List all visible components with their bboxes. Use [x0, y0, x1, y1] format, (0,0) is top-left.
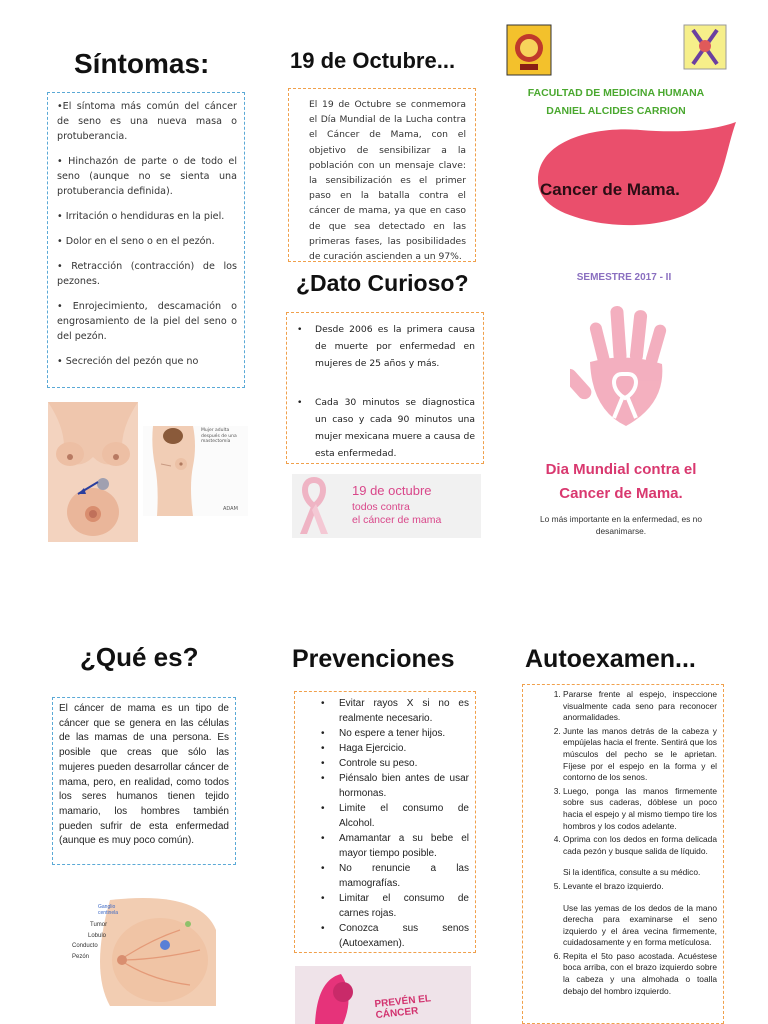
- prevencion-item: • Controle su peso.: [339, 756, 469, 771]
- pink-hand-ribbon-image: [570, 300, 680, 440]
- mastectomy-image: [143, 426, 248, 516]
- dato-box: [286, 312, 484, 464]
- banner-line1: 19 de octubre: [352, 483, 432, 498]
- octubre-title: 19 de Octubre...: [290, 48, 456, 73]
- dato-item: • Cada 30 minutos se diagnostica un caso y cada 90 minutos una mujer mexicana muere a causa de esta enfermedad.: [315, 394, 475, 462]
- prevencion-item: • Evitar rayos X si no es realmente necesario.: [339, 696, 469, 726]
- anatomy-label: Pezón: [72, 954, 90, 960]
- prevencion-item: • No renuncie a las mamografías.: [339, 861, 469, 891]
- que-es-text: El cáncer de mama es un tipo de cáncer que se genera en las células de las mamas de una persona. Es posible que creas que sólo las mujeres pueden desarrollar cáncer de mama, pero, en realidad, como todos los seres humanos tienen tejido mamario, los hombres también pueden sufrir de esta enfermedad (aunque es muy poco común).: [59, 703, 229, 847]
- cover-note-line2: desanimarse.: [595, 526, 647, 536]
- autoexamen-step: 2. Junte las manos detrás de la cabeza y empújelas hacia el frente. Sentirá que los músculos del pecho se le aprietan. Fíjese por el espejo en la forma y el contorno de los senos.: [563, 726, 717, 784]
- octubre-text: El 19 de Octubre se conmemora el Día Mundial de la Lucha contra el Cáncer de Mama, con el objetivo de sensibilizar a la población con un mensaje clave: la sensibilización es el primer paso en la batalla contra el cáncer de mama, ya que en caso de que sea detectado en las primeras fases, las posibilidades de curación ascienden a un 97%.: [309, 99, 466, 263]
- dato-item: • Desde 2006 es la primera causa de muerte por enfermedad en mujeres de 25 años y más.: [315, 321, 475, 372]
- autoexamen-step: 5. Levante el brazo izquierdo. Use las yemas de los dedos de la mano derecha para examinarse el seno izquierdo y el área vecina firmemente, cuidadosamente y en forma metículosa.: [563, 881, 717, 949]
- dato-list: [287, 321, 475, 462]
- faculty-line1: FACULTAD DE MEDICINA HUMANA: [527, 87, 705, 99]
- autoexamen-title: Autoexamen...: [525, 645, 696, 673]
- sintoma-item: • Irritación o hendiduras en la piel.: [57, 211, 225, 222]
- breast-anatomy-image: [70, 890, 218, 1006]
- pink-poster-image: [295, 966, 471, 1024]
- que-es-title: ¿Qué es?: [80, 642, 199, 672]
- autoexamen-list: [523, 689, 717, 997]
- anatomy-label: Tumor: [90, 922, 108, 928]
- prevenciones-box: [294, 691, 476, 953]
- autoexamen-step: 6. Repita el 5to paso acostada. Acuéstese boca arriba, con el brazo izquierdo sobre la cabeza y una almohada o toalla debajo del hombro izquierdo.: [563, 951, 717, 997]
- prevencion-item: • Conozca sus senos (Autoexamen).: [339, 921, 469, 951]
- sintoma-item: • Retracción (contracción) de los pezones.: [57, 261, 237, 287]
- anatomy-label: Ganglio centinela: [98, 904, 119, 916]
- autoexamen-step: 4. Oprima con los dedos en forma delicada cada pezón y busque salida de líquido. Si la identifica, consulte a su médico.: [563, 834, 717, 879]
- sintomas-list: [57, 99, 237, 369]
- dia-mundial-line2: Cancer de Mama.: [559, 485, 683, 502]
- cover-note-line1: Lo más importante en la enfermedad, es no: [539, 514, 702, 524]
- autoexamen-step: 3. Luego, ponga las manos firmemente sobre sus caderas, dóblese un poco hacia el espejo y al mismo tiempo tire los hombros y los codos adelante.: [563, 786, 717, 832]
- mastectomy-caption: Mujer adulta después de una mastectomía: [201, 428, 237, 444]
- prevencion-item: • Piénsalo bien antes de usar hormonas.: [339, 771, 469, 801]
- banner-line3: el cáncer de mama: [352, 514, 442, 526]
- prevencion-item: • Haga Ejercicio.: [339, 741, 469, 756]
- autoexamen-box: [522, 684, 724, 1024]
- prevencion-item: • Limite el consumo de Alcohol.: [339, 801, 469, 831]
- pink-ribbon-banner: [292, 474, 481, 538]
- pink-ribbon-icon: [294, 476, 334, 538]
- dato-title: ¿Dato Curioso?: [296, 270, 469, 296]
- adam-credit: ADAM: [223, 506, 238, 512]
- prevencion-item: • Limitar el consumo de carnes rojas.: [339, 891, 469, 921]
- poster-text: PREVÉN EL CÁNCER: [374, 993, 432, 1022]
- sintoma-item: • Enrojecimiento, descamación o engrosamiento de la piel del seno o del pezón.: [57, 301, 237, 342]
- semestre-label: SEMESTRE 2017 - II: [576, 272, 672, 283]
- banner-line2: todos contra: [352, 501, 410, 513]
- prevencion-item: • Amamantar a su bebe el mayor tiempo posible.: [339, 831, 469, 861]
- sintoma-item: •El síntoma más común del cáncer de seno es una nueva masa o protuberancia.: [57, 101, 237, 142]
- university-logo: [506, 24, 552, 76]
- anatomy-label: Conducto: [72, 943, 98, 949]
- sintoma-item: • Dolor en el seno o en el pezón.: [57, 236, 215, 247]
- anatomy-label: Lobulo: [88, 933, 107, 939]
- sintoma-item: • Hinchazón de parte o de todo el seno (aunque no se sienta una protuberancia definida).: [57, 156, 237, 197]
- sintomas-box: [47, 92, 245, 388]
- prevencion-item: • No espere a tener hijos.: [339, 726, 469, 741]
- pink-drop-shape: [530, 120, 740, 230]
- breast-exam-image: [48, 402, 138, 542]
- que-es-box: [52, 697, 236, 865]
- faculty-line2: DANIEL ALCIDES CARRION: [546, 105, 686, 117]
- octubre-box: [288, 88, 476, 262]
- faculty-logo: [683, 24, 727, 70]
- prevenciones-title: Prevenciones: [292, 645, 455, 673]
- cover-title: Cancer de Mama.: [540, 180, 680, 199]
- sintomas-title: Síntomas:: [74, 48, 210, 79]
- prevenciones-list: [295, 696, 469, 951]
- dia-mundial-line1: Dia Mundial contra el: [545, 461, 697, 478]
- sintoma-item: • Secreción del pezón que no: [57, 356, 199, 367]
- autoexamen-step: 1. Pararse frente al espejo, inspeccione visualmente cada seno para reconocer anormalidades.: [563, 689, 717, 724]
